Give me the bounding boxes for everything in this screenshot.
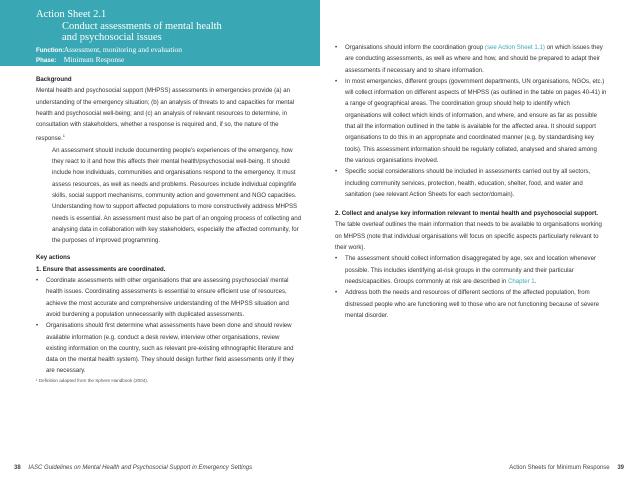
- footer-right: [509, 465, 624, 471]
- bullet-icon: •: [36, 322, 39, 330]
- function-value: Assessment, monitoring and evaluation: [63, 45, 183, 54]
- bullet-icon: •: [335, 77, 338, 85]
- action-2-paragraph: The table overleaf outlines the main information that needs to be available to organisations working on MHPSS (note that individual organisations will focus on specific aspects particularly relevant to their work).: [335, 221, 602, 252]
- spacer: [335, 200, 607, 208]
- list-item-text: Address both the needs and resources of different sections of the affected population, from distressed people who are functioning well to those who are not functioning because of severe mental disorder.: [345, 289, 600, 319]
- phase-label: Phase:: [36, 57, 57, 64]
- background-paragraph-2: An assessment should include documenting people's experiences of the emergency, how they react to it and how this affects their mental health/psychosocial well-being. It should include how individuals, communities and organisations respond to the emergency. It must assess resources, as well as needs and problems. Resources include individual coping/life skills, social support mechanisms, community action and government and NGO capacities. Understanding how to support affected populations to more constructively address MHPSS needs is essential. An assessment must also be part of an ongoing process of collecting and analysing data in collaboration with key stakeholders, especially the affected community, for the purposes of improved programming.: [52, 146, 301, 245]
- function-row: [36, 45, 182, 54]
- bullet-icon: •: [335, 168, 338, 176]
- action-sheet-title: Action Sheet 2.1: [36, 9, 107, 20]
- list-item-text: Organisations should inform the coordination group: [345, 44, 484, 51]
- phase-row: [36, 55, 124, 64]
- list-item-text: Coordinate assessments with other organisations that are assessing psychosocial/ mental health issues. Coordinating assessments is essential to ensure efficient use of resources, achieve the most accurate and comprehensive understanding of the MHPSS situation and avoid burdening a population unnecessarily with duplicated assessments.: [46, 277, 289, 318]
- background-paragraph-1: [36, 85, 301, 145]
- list-item-text: .: [534, 277, 537, 285]
- phase-value: Minimum Response: [63, 55, 125, 64]
- footer-right-text: Action Sheets for Minimum Response: [509, 465, 610, 471]
- action-2-bullets: [335, 253, 607, 321]
- list-item: [335, 42, 607, 76]
- footer-left-text: IASC Guidelines on Mental Health and Psychosocial Support in Emergency Settings: [28, 465, 253, 471]
- chapter-link[interactable]: Chapter 1: [507, 277, 535, 285]
- right-bullets-top: [335, 42, 607, 200]
- list-item-text: on which issues they are conducting assessments, as well as where and how, and should be prepared to adapt their assessments if necessary and to share information.: [345, 44, 603, 74]
- bullet-icon: •: [335, 289, 338, 297]
- subtitle-line-1: Conduct assessments of mental health: [62, 21, 222, 32]
- list-item-text: In most emergencies, different groups (government departments, UN organisations, NGOs, etc.) will collect information on different aspects of MHPSS (as outlined in the table on pages 40-41) in a range of geographical areas. The coordination group should help to identify which organisations will collect which kinds of information, and where, and ensure as far as possible that all the information outlined in the table is available for the affected area. It should support organisations to do this in an appropriate and coordinated manner (e.g. by standardising key tools). This assessment information should be regularly collated, analysed and shared among the various organisations involved.: [345, 77, 607, 164]
- action-1-bullets: [36, 275, 301, 377]
- list-item: [335, 76, 607, 166]
- action-sheet-subtitle: [62, 21, 302, 43]
- footnote: ¹ Definition adapted from the Sphere Handbook (2004).: [36, 377, 149, 383]
- bullet-icon: •: [335, 44, 338, 51]
- list-item-text: The assessment should collect information disaggregated by age, sex and location whenever possible. This includes identifying at-risk groups in the community and their particular needs/capacities. Groups commonly at risk are described in: [345, 255, 597, 285]
- list-item-text: Organisations should first determine what assessments have been done and should review available information (e.g. conduct a desk review, interview other organisations, review existing information on the country, such as relevant pre-existing ethnographic literature and data on the mental health system). They should design further field assessments only if they are necessary.: [46, 322, 295, 375]
- list-item-text: Specific social considerations should be included in assessments carried out by all sectors, including community services, protection, health, education, shelter, food, and water and sanitation (see relevant Action Sheets for each sector/domain).: [345, 168, 591, 198]
- bullet-icon: •: [36, 277, 39, 285]
- list-item: [335, 166, 607, 200]
- subtitle-line-2: and psychosocial issues: [62, 32, 162, 43]
- page-number-left: 38: [14, 465, 21, 471]
- action-2-heading: 2. Collect and analyse key information relevant to mental health and psychosocial support.: [335, 210, 599, 218]
- list-item: [335, 253, 607, 287]
- footer-left: [14, 465, 252, 471]
- list-item: [36, 275, 301, 320]
- function-label: Function:: [36, 47, 65, 54]
- action-1-heading: 1. Ensure that assessments are coordinated.: [36, 265, 166, 273]
- list-item: [335, 287, 607, 321]
- footnote-ref: 1: [62, 133, 65, 139]
- background-heading: Background: [36, 76, 72, 83]
- key-actions-heading: Key actions: [36, 254, 71, 262]
- left-column: [36, 74, 301, 384]
- header-band: [0, 0, 320, 66]
- page-number-right: 39: [617, 465, 624, 471]
- list-item: [36, 320, 301, 376]
- right-column: [335, 42, 607, 321]
- bullet-icon: •: [335, 255, 338, 263]
- background-paragraph-1-text: Mental health and psychosocial support (MHPSS) assessments in emergencies provide (a) an understanding of the emergency situation; (b) an analysis of threats to and capacities for mental health and psychosocial well-being; and (c) an analysis of relevant resources to determine, in consultation with stakeholders, whether a response is required and, if so, the nature of the response.: [36, 87, 295, 143]
- action-sheet-link[interactable]: (see Action Sheet 1.1): [484, 44, 545, 51]
